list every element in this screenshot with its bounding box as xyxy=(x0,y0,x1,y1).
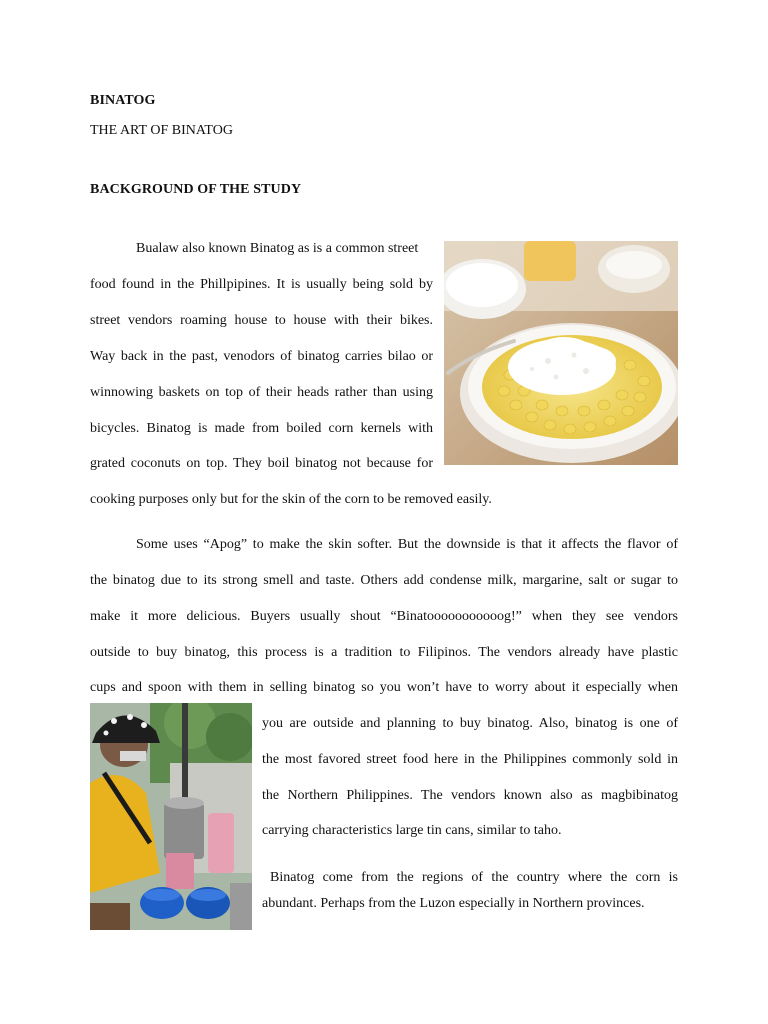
paragraph-line: cups and spoon with them in selling binatog so you won’t have to worry about it especially when xyxy=(90,680,678,695)
paragraph-line: winnowing baskets on top of their heads rather than using xyxy=(90,385,433,400)
section-heading: BACKGROUND OF THE STUDY xyxy=(90,182,302,197)
paragraph-line: cooking purposes only but for the skin of the corn to be removed easily. xyxy=(90,492,492,507)
document-subtitle: THE ART OF BINATOG xyxy=(90,123,233,138)
binatog-bowl-photo xyxy=(444,241,678,465)
paragraph-line: the most favored street food here in the Philippines commonly sold in xyxy=(262,752,678,767)
paragraph-line: outside to buy binatog, this process is a tradition to Filipinos. The vendors already have plastic xyxy=(90,645,678,660)
paragraph-line: carrying characteristics large tin cans, similar to taho. xyxy=(262,823,562,838)
paragraph-line: street vendors roaming house to house with their bikes. xyxy=(90,313,433,328)
paragraph-line: Way back in the past, venodors of binatog carries bilao or xyxy=(90,349,433,364)
paragraph-line: abundant. Perhaps from the Luzon especially in Northern provinces. xyxy=(262,896,645,911)
paragraph-line: Some uses “Apog” to make the skin softer. But the downside is that it affects the flavor of xyxy=(136,537,678,552)
paragraph-line: Bualaw also known Binatog as is a common street xyxy=(136,241,419,256)
paragraph-line: food found in the Phillpipines. It is usually being sold by xyxy=(90,277,433,292)
paragraph-line: Binatog come from the regions of the country where the corn is xyxy=(270,870,678,885)
paragraph-line: you are outside and planning to buy binatog. Also, binatog is one of xyxy=(262,716,678,731)
paragraph-line: grated coconuts on top. They boil binatog not because for xyxy=(90,456,433,471)
paragraph-line: the Northern Philippines. The vendors known also as magbibinatog xyxy=(262,788,678,803)
paragraph-line: bicycles. Binatog is made from boiled corn kernels with xyxy=(90,421,433,436)
paragraph-line: make it more delicious. Buyers usually shout “Binatooooooooooog!” when they see vendors xyxy=(90,609,678,624)
paragraph-line: the binatog due to its strong smell and taste. Others add condense milk, margarine, salt or sugar to xyxy=(90,573,678,588)
street-vendor-photo xyxy=(90,703,252,930)
document-title: BINATOG xyxy=(90,93,156,108)
